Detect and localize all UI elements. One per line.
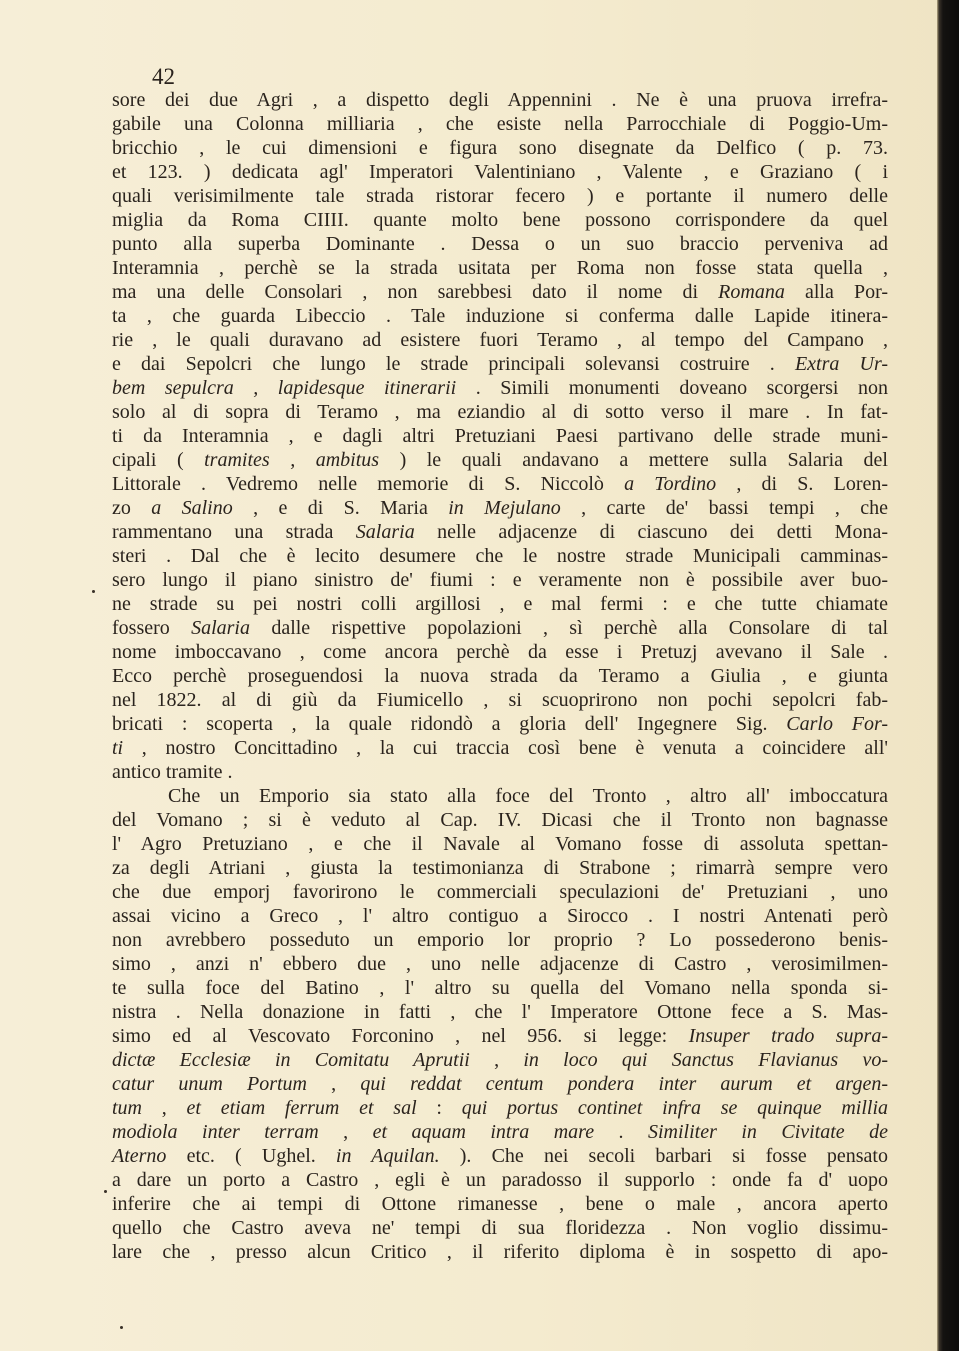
text-line: [112, 1096, 888, 1120]
italic-text-run: ti: [112, 737, 124, 759]
italic-text-run: Salaria: [191, 617, 250, 639]
italic-text-run: dictæ Ecclesiæ in Comitatu Aprutii: [112, 1049, 470, 1071]
italic-text-run: Salaria: [355, 521, 415, 543]
text-line: [112, 616, 888, 640]
text-run: e dai Sepolcri che lungo le strade principali solevansi costruire .: [112, 353, 795, 375]
text-line: [112, 1048, 888, 1072]
text-line: [112, 736, 888, 760]
text-line: [112, 472, 888, 496]
text-line: [112, 1120, 888, 1144]
text-run: nel 1822. al di giù da Fiumicello , si scuoprirono non pochi sepolcri fab-: [112, 689, 888, 711]
italic-text-run: bem sepulcra , lapidesque itinerarii: [112, 377, 457, 399]
italic-text-run: a Salino: [151, 497, 233, 519]
text-run: che due emporj favorirono le commerciali speculazioni de' Pretuziani , uno: [112, 881, 888, 903]
text-run: non avrebbero posseduto un emporio lor proprio ? Lo possederono benis-: [112, 929, 888, 951]
italic-text-run: Aterno: [112, 1145, 167, 1167]
scan-speck: [120, 1326, 123, 1329]
text-line: [112, 448, 888, 472]
text-run: rie , le quali duravano ad esistere fuori Teramo , al tempo del Campano ,: [112, 329, 888, 351]
text-line: [112, 1072, 888, 1096]
italic-text-run: Similiter in Civitate de: [648, 1121, 888, 1143]
text-run: quello che Castro aveva ne' tempi di sua floridezza . Non voglio dissimu-: [112, 1217, 888, 1239]
text-line: [112, 232, 888, 256]
italic-text-run: tum: [112, 1097, 142, 1119]
italic-text-run: catur unum Portum: [112, 1073, 307, 1095]
text-line: [112, 1168, 888, 1192]
text-run: ,: [469, 1049, 524, 1071]
text-line: [112, 808, 888, 832]
text-line: [112, 496, 888, 520]
text-run: simo , anzi n' ebbero due , uno nelle adjacenze di Castro , verosimilmen-: [112, 953, 888, 975]
text-run: lare che , presso alcun Critico , il riferito diploma è in sospetto di apo-: [112, 1241, 888, 1263]
text-line: [112, 136, 888, 160]
text-run: za degli Atriani , giusta la testimonianza di Strabone ; rimarrà sempre vero: [112, 857, 888, 879]
text-line: [112, 424, 888, 448]
text-run: , carte de' bassi tempi , che: [560, 497, 888, 519]
text-run: bricchio , le cui dimensioni e figura sono disegnate da Delfico ( p. 73.: [112, 137, 888, 159]
text-line: [112, 856, 888, 880]
text-run: assai vicino a Greco , l' altro contiguo a Sirocco . I nostri Antenati però: [112, 905, 888, 927]
text-line: [112, 1024, 888, 1048]
body-text: [112, 88, 888, 1264]
text-line: [112, 304, 888, 328]
text-line: [112, 592, 888, 616]
text-line: [112, 400, 888, 424]
text-run: et 123. ) dedicata agl' Imperatori Valentiniano , Valente , e Graziano ( i: [112, 161, 888, 183]
text-line: [112, 1216, 888, 1240]
text-run: del Vomano ; si è veduto al Cap. IV. Dicasi che il Tronto non bagnasse: [112, 809, 888, 831]
text-run: dalle rispettive popolazioni , sì perchè alla Consolare di tal: [250, 617, 889, 639]
text-line: [112, 88, 888, 112]
italic-text-run: qui reddat centum pondera inter aurum et argen-: [360, 1073, 888, 1095]
text-run: ta , che guarda Libeccio . Tale induzione si conferma dalle Lapide itinera-: [112, 305, 888, 327]
text-line: [112, 520, 888, 544]
text-run: punto alla superba Dominante . Dessa o un suo braccio perveniva ad: [112, 233, 888, 255]
text-line: [112, 904, 888, 928]
text-line: [112, 640, 888, 664]
text-line: [112, 712, 888, 736]
italic-text-run: in Mejulano: [448, 497, 561, 519]
text-run: sore dei due Agri , a dispetto degli Appennini . Ne è una pruova irrefra-: [112, 89, 888, 111]
text-run: sero lungo il piano sinistro de' fiumi : e veramente non è possibile aver buo-: [112, 569, 888, 591]
italic-text-run: Extra Ur-: [794, 353, 888, 375]
text-run: fossero: [112, 617, 192, 639]
text-run: te sulla foce del Batino , l' altro su quella del Vomano nella sponda si-: [112, 977, 888, 999]
text-run: nelle adjacenze di ciascuno dei detti Mona-: [414, 521, 889, 543]
italic-text-run: Insuper trado supra-: [688, 1025, 889, 1047]
text-line: [112, 376, 888, 400]
text-run: nome imboccavano , come ancora perchè da esse i Pretuzj avevano il Sale .: [112, 641, 888, 663]
text-run: cipali (: [112, 449, 205, 471]
text-run: , e di S. Maria: [232, 497, 449, 519]
text-line: [112, 784, 888, 808]
text-run: l' Agro Pretuziano , e che il Navale al Vomano fosse di assoluta spettan-: [112, 833, 888, 855]
text-run: :: [416, 1097, 462, 1119]
text-run: Ecco perchè proseguendosi la nuova strada da Teramo a Giulia , e giunta: [112, 665, 888, 687]
text-line: [112, 1144, 888, 1168]
text-run: ti da Interamnia , e dagli altri Pretuziani Paesi partivano delle strade muni-: [112, 425, 888, 447]
text-line: [112, 352, 888, 376]
text-line: [112, 208, 888, 232]
text-run: antico tramite .: [112, 761, 233, 783]
text-run: .: [594, 1121, 648, 1143]
text-run: bricati : scoperta , la quale ridondò a gloria dell' Ingegnere Sig.: [112, 713, 787, 735]
text-line: [112, 112, 888, 136]
text-run: gabile una Colonna milliaria , che esiste nella Parrocchiale di Poggio-Um-: [112, 113, 888, 135]
text-line: [112, 952, 888, 976]
text-run: nistra . Nella donazione in fatti , che l' Imperatore Ottone fece a S. Mas-: [112, 1001, 888, 1023]
text-run: a dare un porto a Castro , egli è un paradosso il supporlo : onde fa d' uopo: [112, 1169, 888, 1191]
italic-text-run: in Aquilan.: [335, 1145, 440, 1167]
italic-text-run: et aquam intra mare: [372, 1121, 595, 1143]
text-run: etc. ( Ughel.: [166, 1145, 336, 1167]
text-run: miglia da Roma CIIII. quante molto bene possono corrispondere da quel: [112, 209, 888, 231]
text-line: [112, 568, 888, 592]
text-line: [112, 544, 888, 568]
italic-text-run: et etiam ferrum et sal: [186, 1097, 417, 1119]
text-run: steri . Dal che è lecito desumere che le nostre strade Municipali camminas-: [112, 545, 888, 567]
text-run: Littorale . Vedremo nelle memorie di S. Niccolò: [112, 473, 625, 495]
text-run: ). Che nei secoli barbari si fosse pensato: [439, 1145, 888, 1167]
text-line: [112, 760, 888, 784]
text-line: [112, 328, 888, 352]
text-line: [112, 880, 888, 904]
text-line: [112, 928, 888, 952]
italic-text-run: Carlo For-: [786, 713, 888, 735]
text-run: solo al di sopra di Teramo , ma eziandio al di sotto verso il mare . In fat-: [112, 401, 888, 423]
italic-text-run: tramites , ambitus: [204, 449, 380, 471]
text-run: Che un Emporio sia stato alla foce del Tronto , altro all' imboccatura: [168, 785, 888, 807]
text-run: ,: [142, 1097, 187, 1119]
text-line: [112, 976, 888, 1000]
text-line: [112, 688, 888, 712]
text-run: , nostro Concittadino , la cui traccia così bene è venuta a coincidere all': [123, 737, 888, 759]
italic-text-run: a Tordino: [624, 473, 717, 495]
text-run: inferire che ai tempi di Ottone rimanesse , bene o male , ancora aperto: [112, 1193, 888, 1215]
paragraph: [112, 88, 888, 784]
text-line: [112, 664, 888, 688]
italic-text-run: Romana: [718, 281, 785, 303]
scan-edge: [937, 0, 959, 1351]
text-line: [112, 280, 888, 304]
text-run: ne strade su pei nostri colli argillosi , e mal fermi : e che tutte chiamate: [112, 593, 888, 615]
text-line: [112, 832, 888, 856]
text-line: [112, 1240, 888, 1264]
text-run: ,: [307, 1073, 361, 1095]
italic-text-run: qui portus continet infra se quinque millia: [461, 1097, 889, 1119]
paragraph: [112, 784, 888, 1264]
text-run: ,: [318, 1121, 373, 1143]
text-line: [112, 256, 888, 280]
page-number: 42: [152, 64, 175, 89]
scan-speck: [92, 590, 95, 593]
text-run: rammentano una strada: [112, 521, 356, 543]
text-line: [112, 1000, 888, 1024]
text-run: zo: [112, 497, 152, 519]
text-line: [112, 184, 888, 208]
text-run: ) le quali andavano a mettere sulla Salaria del: [379, 449, 888, 471]
text-line: [112, 1192, 888, 1216]
text-run: alla Por-: [784, 281, 888, 303]
text-run: ma una delle Consolari , non sarebbesi dato il nome di: [112, 281, 719, 303]
italic-text-run: modiola inter terram: [112, 1121, 319, 1143]
text-line: [112, 160, 888, 184]
text-run: . Simili monumenti doveano scorgersi non: [456, 377, 888, 399]
text-run: Interamnia , perchè se la strada usitata per Roma non fosse stata quella ,: [112, 257, 888, 279]
italic-text-run: in loco qui Sanctus Flavianus vo-: [523, 1049, 888, 1071]
text-run: simo ed al Vescovato Forconino , nel 956. si legge:: [112, 1025, 689, 1047]
text-run: quali verisimilmente tale strada ristorar fecero ) e portante il numero delle: [112, 185, 888, 207]
scan-speck: [104, 1190, 107, 1193]
text-run: , di S. Loren-: [716, 473, 889, 495]
